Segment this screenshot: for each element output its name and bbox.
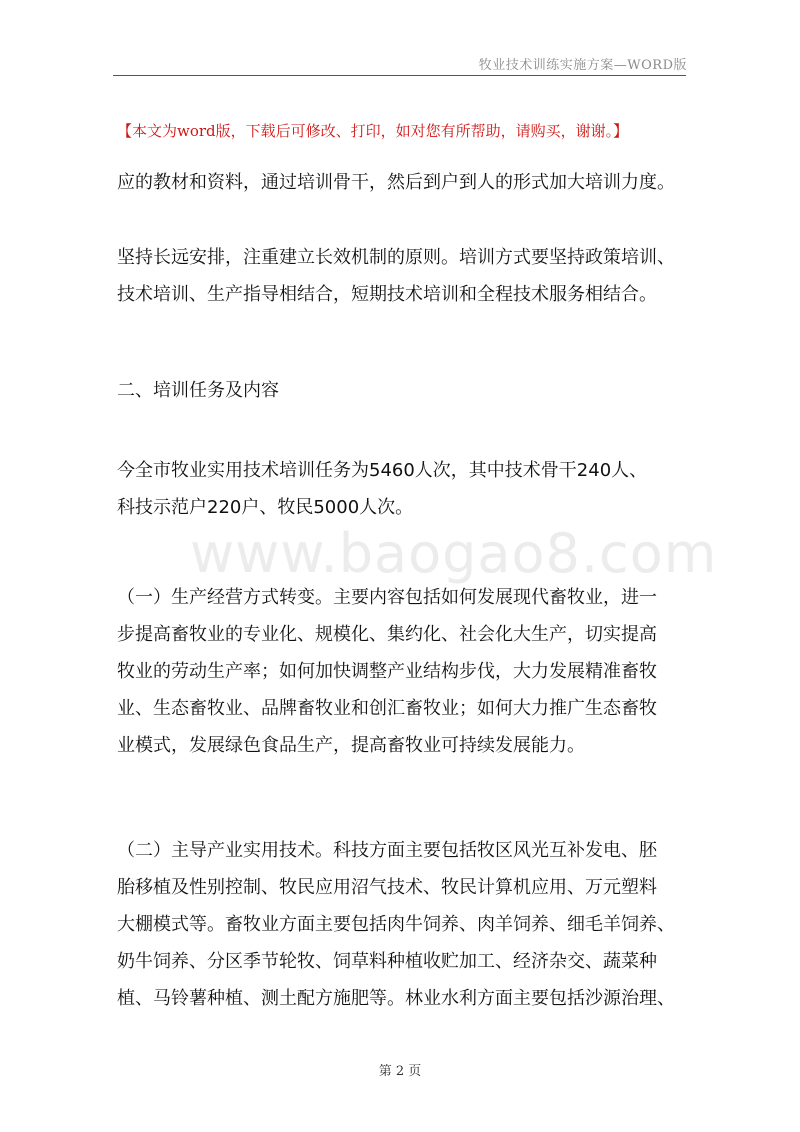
paragraph-line: 植、马铃薯种植、测土配方施肥等。林业水利方面主要包括沙源治理、	[117, 988, 675, 1009]
paragraph-5	[117, 832, 690, 1017]
paragraph-line: 应的教材和资料，通过培训骨干，然后到户到人的形式加大培训力度。	[117, 172, 675, 193]
paragraph-line: 大棚模式等。畜牧业方面主要包括肉牛饲养、肉羊饲养、细毛羊饲养、	[117, 914, 675, 935]
paragraph-line: 科技示范户220户、牧民5000人次。	[117, 497, 414, 518]
paragraph-3	[117, 452, 690, 526]
paragraph-4	[117, 579, 690, 764]
paragraph-line: 牧业的劳动生产率；如何加快调整产业结构步伐，大力发展精准畜牧	[117, 661, 657, 682]
watermark: www.baogao8.com	[190, 522, 718, 585]
header-divider	[113, 75, 686, 76]
paragraph-line: 业、生态畜牧业、品牌畜牧业和创汇畜牧业；如何大力推广生态畜牧	[117, 698, 657, 719]
download-notice: 【本文为word版，下载后可修改、打印，如对您有所帮助，请购买，谢谢。】	[117, 122, 629, 140]
paragraph-1	[117, 164, 690, 201]
paragraph-line: 奶牛饲养、分区季节轮牧、饲草料种植收贮加工、经济杂交、蔬菜种	[117, 951, 657, 972]
paragraph-line: （一）生产经营方式转变。主要内容包括如何发展现代畜牧业，进一	[117, 587, 657, 608]
paragraph-line: 今全市牧业实用技术培训任务为5460人次，其中技术骨干240人、	[117, 460, 648, 481]
paragraph-line: 坚持长远安排，注重建立长效机制的原则。培训方式要坚持政策培训、	[117, 247, 675, 268]
paragraph-line: 胎移植及性别控制、牧民应用沼气技术、牧民计算机应用、万元塑料	[117, 877, 657, 898]
page-number: 第 2 页	[378, 1064, 422, 1079]
paragraph-line: 二、培训任务及内容	[117, 380, 279, 401]
paragraph-line: 步提高畜牧业的专业化、规模化、集约化、社会化大生产，切实提高	[117, 624, 657, 645]
paragraph-line: 业模式，发展绿色食品生产，提高畜牧业可持续发展能力。	[117, 735, 585, 756]
paragraph-line: 技术培训、生产指导相结合，短期技术培训和全程技术服务相结合。	[117, 284, 657, 305]
paragraph-line: （二）主导产业实用技术。科技方面主要包括牧区风光互补发电、胚	[117, 840, 657, 861]
paragraph-2	[117, 239, 690, 313]
section-heading	[117, 372, 690, 409]
document-header-title: 牧业技术训练实施方案—WORD版	[478, 58, 687, 73]
